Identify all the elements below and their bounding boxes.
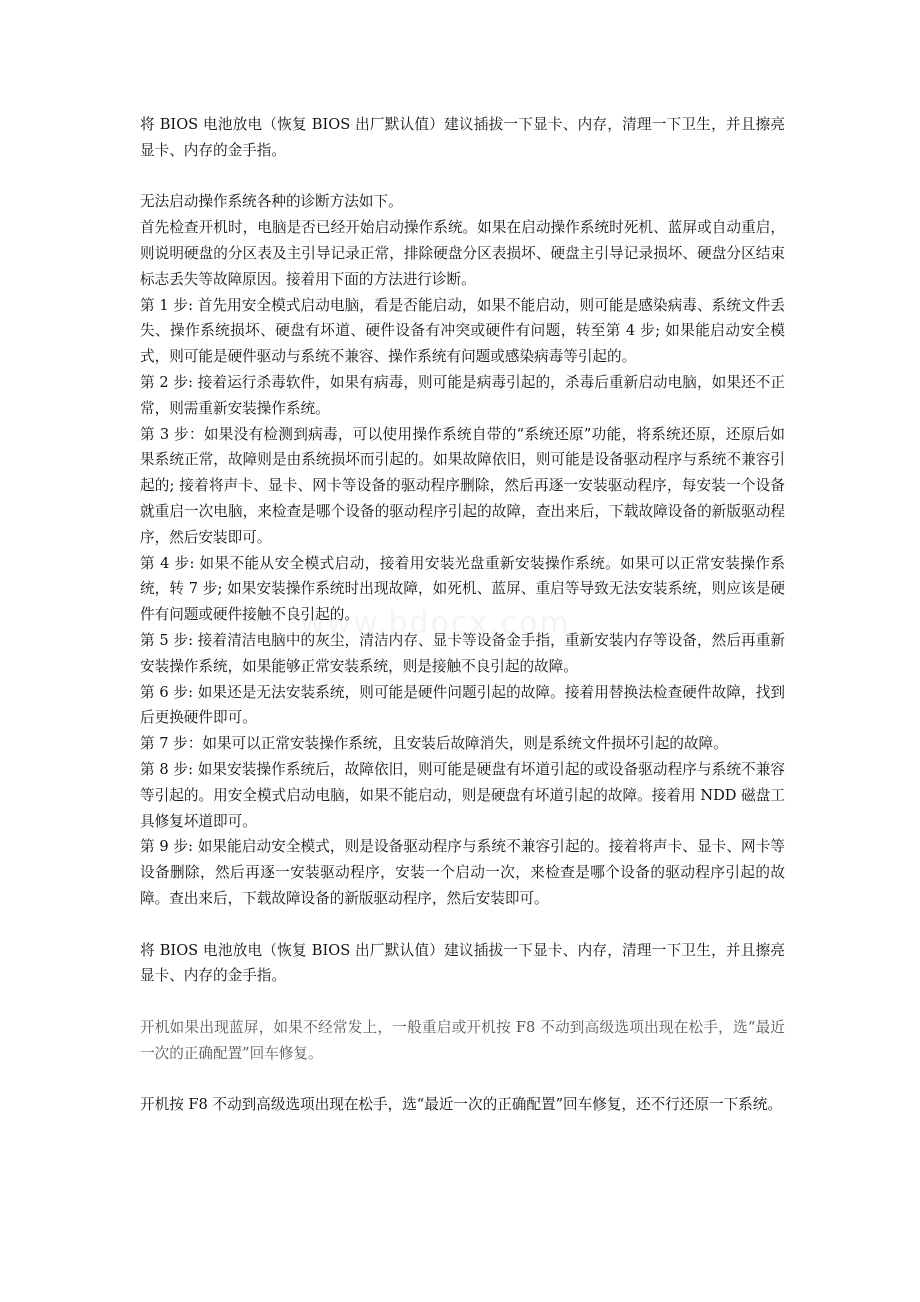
paragraph: 首先检查开机时，电脑是否已经开始启动操作系统。如果在启动操作系统时死机、蓝屏或自动重启，则说明硬盘的分区表及主引导记录正常，排除硬盘分区表损坏、硬盘主引导记录损坏、硬盘分区结束标志丢失等故障原因。接着用下面的方法进行诊断。 — [140, 219, 785, 288]
paragraph: 第 6 步: 如果还是无法安装系统，则可能是硬件问题引起的故障。接着用替换法检查硬件故障，找到后更换硬件即可。 — [140, 683, 785, 727]
paragraph: 第 1 步: 首先用安全模式启动电脑，看是否能启动，如果不能启动，则可能是感染病毒、系统文件丢失、操作系统损坏、硬盘有坏道、硬件设备有冲突或硬件有问题，转至第 4 步; 如果能启动安全模式，则可能是硬件驱动与系统不兼容、操作系统有问题或感染病毒等引起的。 — [140, 296, 785, 366]
paragraph: 将 BIOS 电池放电（恢复 BIOS 出厂默认值）建议插拔一下显卡、内存，清理一下卫生，并且擦亮显卡、内存的金手指。 — [140, 116, 785, 159]
paragraph: 第 7 步：如果可以正常安装操作系统，且安装后故障消失，则是系统文件损坏引起的故障。 — [140, 735, 728, 753]
paragraph: 第 3 步：如果没有检测到病毒，可以使用操作系统自带的“系统还原”功能，将系统还原，还原后如果系统正常，故障则是由系统损坏而引起的。如果故障依旧，则可能是设备驱动程序与系统不兼容引起的; 接着将声卡、显卡、网卡等设备的驱动程序删除，然后再逐一安装驱动程序，每安装一个设备就重启一次电脑，来检查是哪个设备的驱动程序引起的故障，查出来后，下载故障设备的新版驱动程序，然后安装即可。 — [140, 425, 785, 546]
paragraph: 第 9 步: 如果能启动安全模式，则是设备驱动程序与系统不兼容引起的。接着将声卡、显卡、网卡等设备删除，然后再逐一安装驱动程序，安装一个启动一次，来检查是哪个设备的驱动程序引起的故障。查出来后，下载故障设备的新版驱动程序，然后安装即可。 — [140, 838, 785, 907]
paragraph-spacer — [140, 912, 785, 938]
paragraph: 第 8 步: 如果安装操作系统后，故障依旧，则可能是硬盘有坏道引起的或设备驱动程序与系统不兼容等引起的。用安全模式启动电脑，如果不能启动，则是硬盘有坏道引起的故障。接着用 NDD 磁盘工具修复坏道即可。 — [140, 760, 785, 830]
document-body — [140, 112, 785, 1118]
paragraph: 将 BIOS 电池放电（恢复 BIOS 出厂默认值）建议插拔一下显卡、内存，清理一下卫生，并且擦亮显卡、内存的金手指。 — [140, 941, 785, 985]
paragraph-spacer — [140, 989, 785, 1015]
paragraph: 第 5 步: 接着清洁电脑中的灰尘，清洁内存、显卡等设备金手指，重新安装内存等设备，然后再重新安装操作系统，如果能够正常安装系统，则是接触不良引起的故障。 — [140, 631, 785, 675]
paragraph: 开机如果出现蓝屏，如果不经常发上，一般重启或开机按 F8 不动到高级选项出现在松手，选“最近一次的正确配置”回车修复。 — [140, 1018, 785, 1062]
paragraph: 开机按 F8 不动到高级选项出现在松手，选“最近一次的正确配置”回车修复，还不行还原一下系统。 — [140, 1096, 782, 1114]
paragraph-spacer — [140, 1066, 785, 1092]
paragraph: 无法启动操作系统各种的诊断方法如下。 — [140, 193, 403, 211]
paragraph-spacer — [140, 164, 785, 190]
paragraph: 第 2 步: 接着运行杀毒软件，如果有病毒，则可能是病毒引起的，杀毒后重新启动电脑，如果还不正常，则需重新安装操作系统。 — [140, 373, 785, 417]
paragraph: 第 4 步: 如果不能从安全模式启动，接着用安装光盘重新安装操作系统。如果可以正常安装操作系统，转 7 步; 如果安装操作系统时出现故障，如死机、蓝屏、重启等导致无法安装系统，则应该是硬件有问题或硬件接触不良引起的。 — [140, 554, 785, 624]
